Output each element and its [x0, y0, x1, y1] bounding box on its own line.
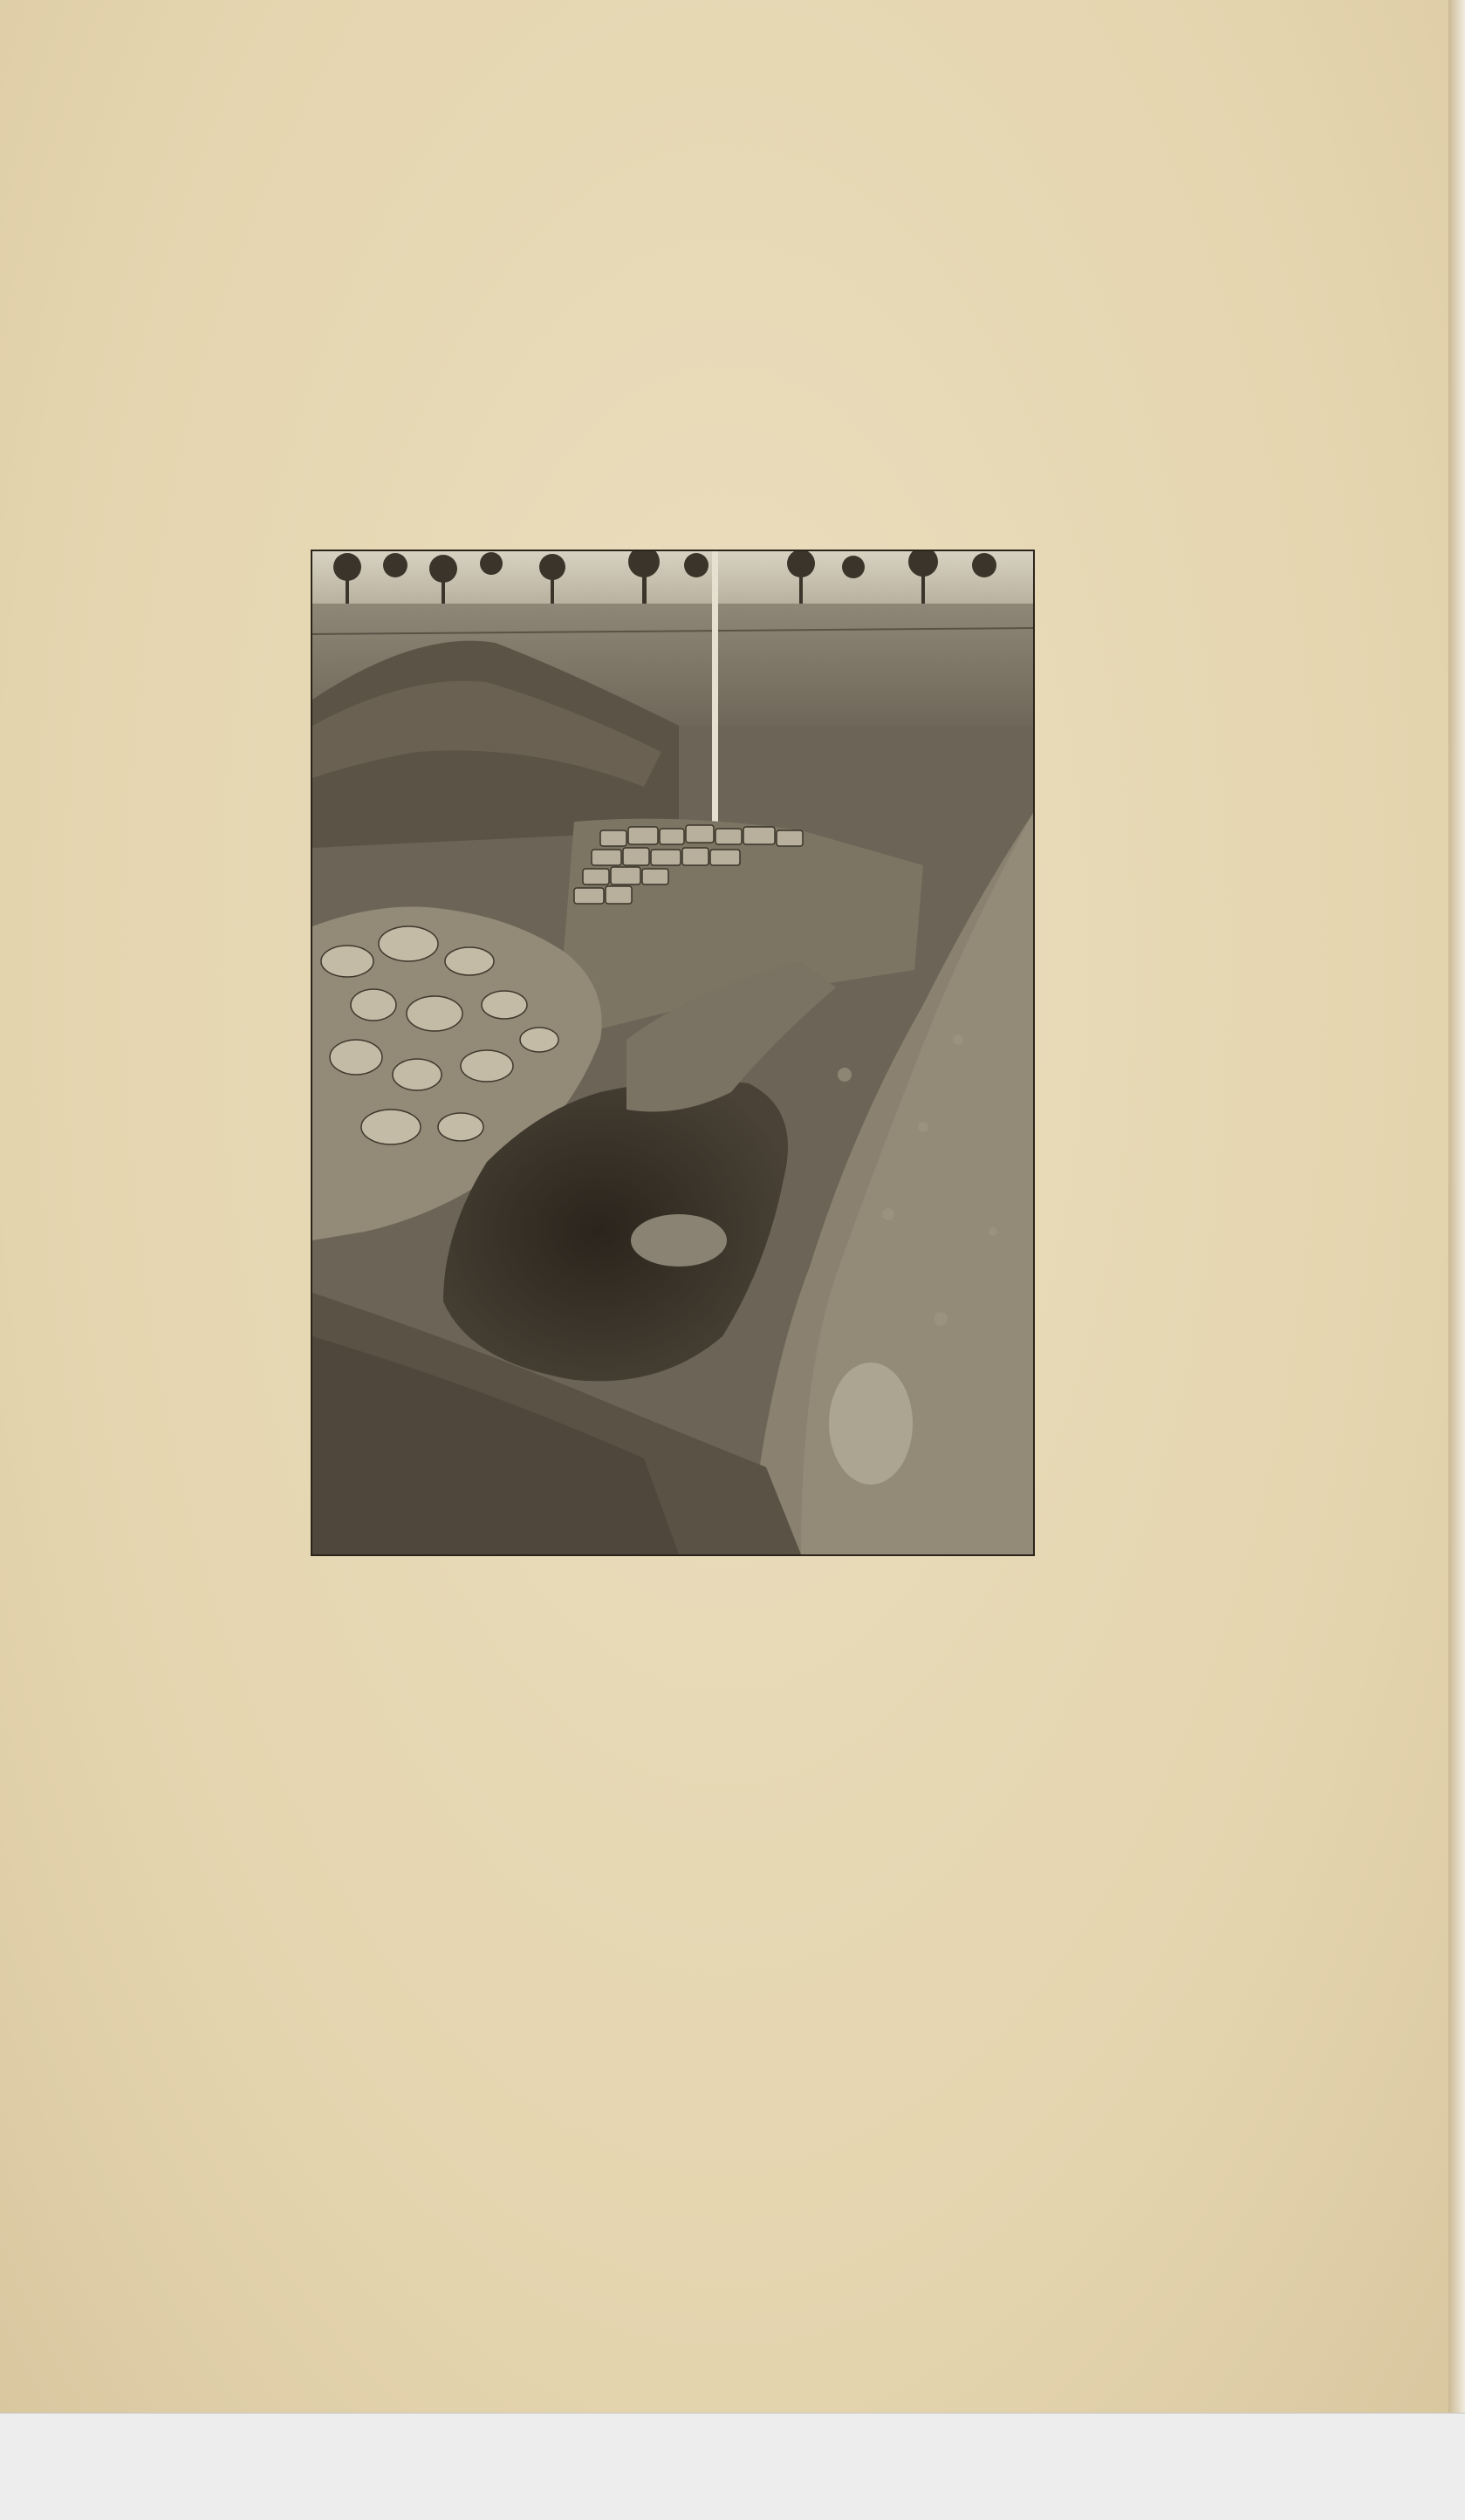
page-edge [1448, 0, 1465, 2413]
library-logo-icon[interactable] [16, 2431, 72, 2506]
footer-bar [0, 2413, 1465, 2520]
excavation-photo-image [312, 551, 1033, 1554]
excavation-photo [311, 550, 1035, 1556]
